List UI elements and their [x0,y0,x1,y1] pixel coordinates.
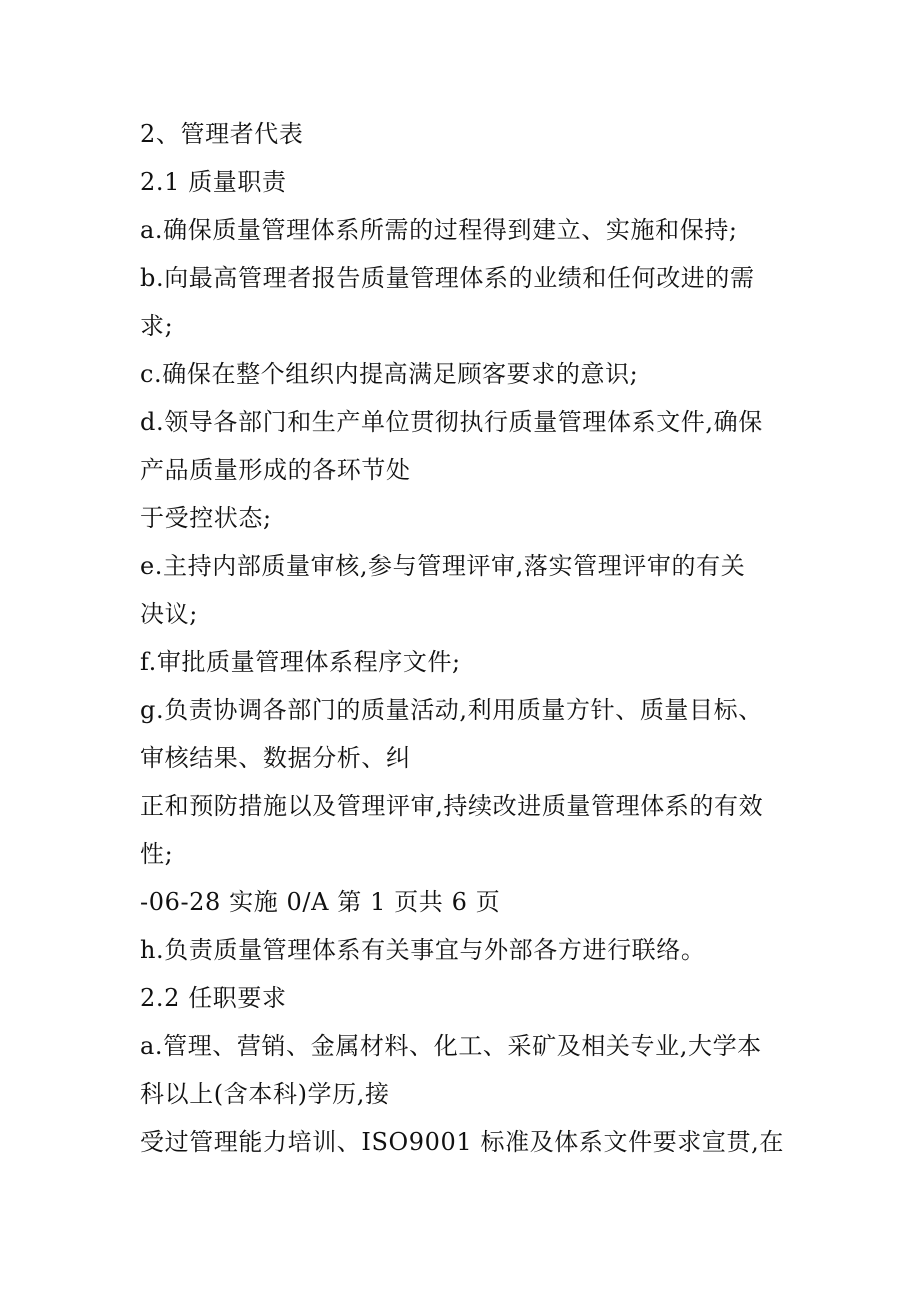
text-line: 性; [140,840,174,868]
text-line: e.主持内部质量审核,参与管理评审,落实管理评审的有关 [140,552,746,580]
text-line: h.负责质量管理体系有关事宜与外部各方进行联络。 [140,936,706,964]
text-line: 科以上(含本科)学历,接 [140,1080,390,1108]
page-footer-text: -06-28 实施 0/A 第 1 页共 6 页 [140,888,501,916]
text-line: 产品质量形成的各环节处 [140,456,411,484]
text-line: 求; [140,312,174,340]
text-line: a.确保质量管理体系所需的过程得到建立、实施和保持; [140,216,738,244]
text-line: 于受控状态; [140,504,272,532]
subsection-heading: 2.2 任职要求 [140,984,287,1012]
section-heading: 2、管理者代表 [140,120,304,148]
text-line: 正和预防措施以及管理评审,持续改进质量管理体系的有效 [140,792,764,820]
text-line: c.确保在整个组织内提高满足顾客要求的意识; [140,360,639,388]
subsection-heading: 2.1 质量职责 [140,168,287,196]
text-line: 决议; [140,600,198,628]
text-line: 受过管理能力培训、ISO9001 标准及体系文件要求宣贯,在 [140,1128,784,1156]
text-line: d.领导各部门和生产单位贯彻执行质量管理体系文件,确保 [140,408,763,436]
text-line: 审核结果、数据分析、纠 [140,744,411,772]
text-line: b.向最高管理者报告质量管理体系的业绩和任何改进的需 [140,264,755,292]
text-line: f.审批质量管理体系程序文件; [140,648,461,676]
text-line: g.负责协调各部门的质量活动,利用质量方针、质量目标、 [140,696,763,724]
text-line: a.管理、营销、金属材料、化工、采矿及相关专业,大学本 [140,1032,762,1060]
